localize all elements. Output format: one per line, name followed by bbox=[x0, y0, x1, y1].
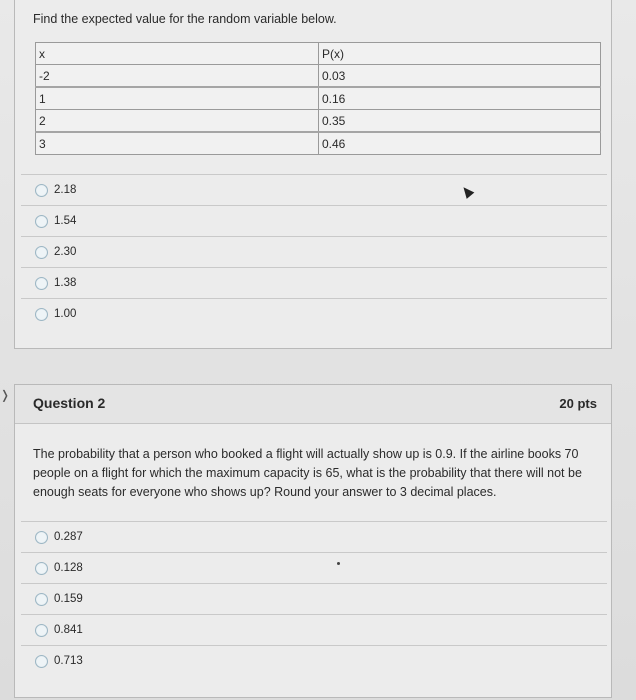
answer-option-label: 0.841 bbox=[54, 624, 83, 636]
answer-option[interactable] bbox=[21, 236, 607, 267]
radio-button[interactable] bbox=[35, 308, 48, 321]
table-cell-px: 0.35 bbox=[319, 110, 601, 133]
answer-option-label: 0.713 bbox=[54, 655, 83, 667]
question-2-header bbox=[15, 385, 611, 424]
answer-option[interactable] bbox=[21, 174, 607, 205]
question-2-answer-list bbox=[21, 521, 607, 676]
radio-button[interactable] bbox=[35, 184, 48, 197]
answer-option-label: 2.30 bbox=[54, 246, 77, 258]
table-cell-px: 0.46 bbox=[319, 132, 601, 155]
question-2-prompt: The probability that a person who booked a flight will actually show up is 0.9. If the airline books 70 people on a flight for which the maximum capacity is 65, what is the probability that there will not be enough seats for everyone who shows up? Round your answer to 3 decimal places. bbox=[33, 447, 582, 499]
table-header-row bbox=[36, 43, 601, 65]
question-2-points: 20 pts bbox=[559, 396, 597, 411]
radio-button[interactable] bbox=[35, 655, 48, 668]
answer-option-label: 2.18 bbox=[54, 184, 77, 196]
question-1-panel bbox=[14, 0, 612, 349]
radio-button[interactable] bbox=[35, 246, 48, 259]
answer-option-label: 1.54 bbox=[54, 215, 77, 227]
table-header-px: P(x) bbox=[319, 43, 601, 65]
table-header-x: x bbox=[36, 43, 319, 65]
table-cell-x: -2 bbox=[36, 65, 319, 88]
table-row bbox=[36, 132, 601, 155]
radio-button[interactable] bbox=[35, 277, 48, 290]
answer-option[interactable] bbox=[21, 583, 607, 614]
answer-option[interactable] bbox=[21, 645, 607, 676]
question-1-prompt: Find the expected value for the random variable below. bbox=[33, 12, 337, 26]
radio-button[interactable] bbox=[35, 531, 48, 544]
answer-option-label: 0.287 bbox=[54, 531, 83, 543]
question-2-panel bbox=[14, 384, 612, 698]
table-cell-x: 2 bbox=[36, 110, 319, 133]
probability-table bbox=[35, 42, 601, 155]
answer-option[interactable] bbox=[21, 614, 607, 645]
radio-button[interactable] bbox=[35, 624, 48, 637]
table-row bbox=[36, 65, 601, 88]
answer-option[interactable] bbox=[21, 298, 607, 329]
table-row bbox=[36, 110, 601, 133]
table-cell-x: 1 bbox=[36, 87, 319, 110]
cursor-dot-icon bbox=[337, 562, 340, 565]
question-1-answer-list bbox=[21, 174, 607, 329]
radio-button[interactable] bbox=[35, 562, 48, 575]
chevron-right-icon: ❭ bbox=[0, 388, 11, 402]
question-2-title: Question 2 bbox=[33, 395, 106, 411]
answer-option-label: 0.159 bbox=[54, 593, 83, 605]
answer-option[interactable] bbox=[21, 521, 607, 552]
answer-option[interactable] bbox=[21, 267, 607, 298]
table-cell-x: 3 bbox=[36, 132, 319, 155]
answer-option[interactable] bbox=[21, 205, 607, 236]
table-row bbox=[36, 87, 601, 110]
radio-button[interactable] bbox=[35, 215, 48, 228]
table-cell-px: 0.03 bbox=[319, 65, 601, 88]
answer-option-label: 0.128 bbox=[54, 562, 83, 574]
answer-option-label: 1.00 bbox=[54, 308, 77, 320]
table-cell-px: 0.16 bbox=[319, 87, 601, 110]
answer-option[interactable] bbox=[21, 552, 607, 583]
radio-button[interactable] bbox=[35, 593, 48, 606]
answer-option-label: 1.38 bbox=[54, 277, 77, 289]
